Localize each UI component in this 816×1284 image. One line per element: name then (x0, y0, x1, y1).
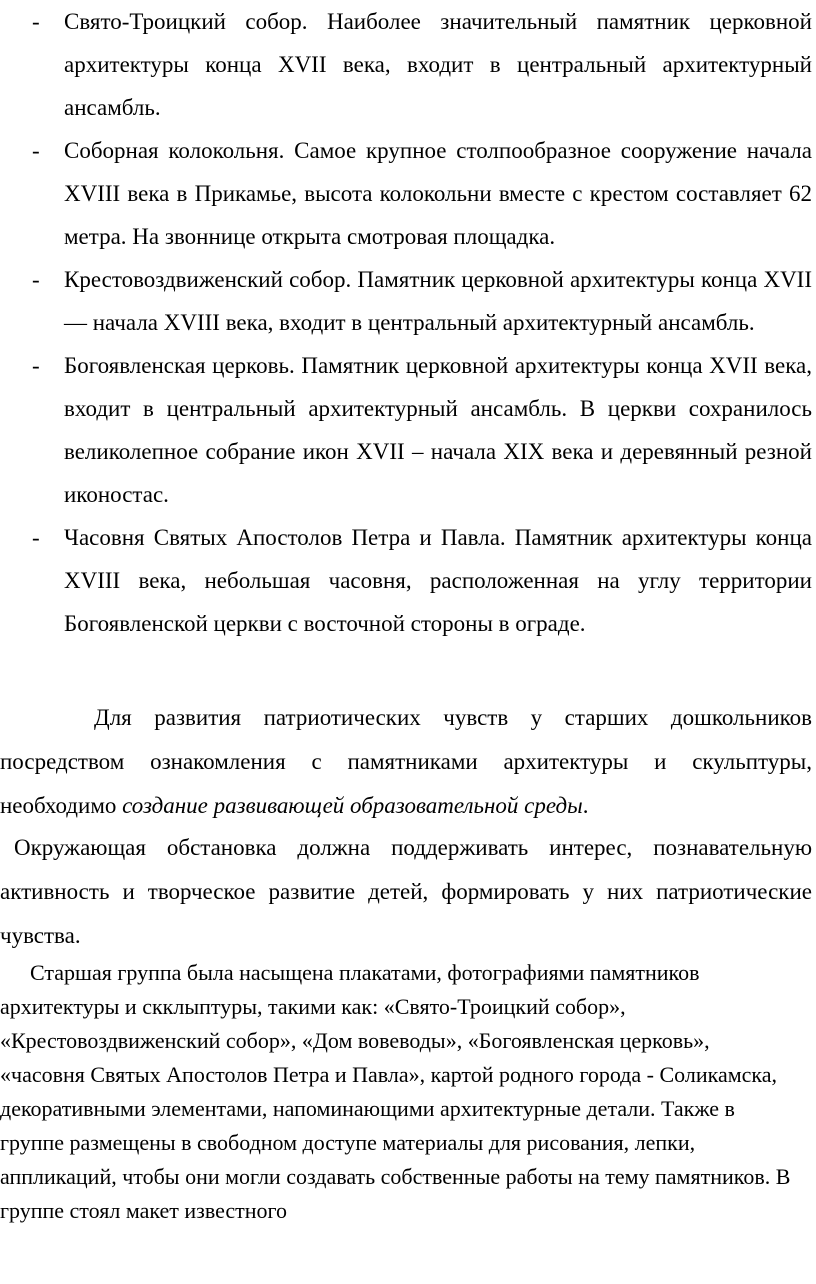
list-item (0, 0, 816, 129)
list-item-text: Часовня Святых Апостолов Петра и Павла. Памятник архитектуры конца XVIII века, небольшая часовня, расположенная на углу территории Богоявленской церкви с восточной стороны в ограде. (64, 525, 812, 636)
list-item-text: Богоявленская церковь. Памятник церковной архитектуры конца XVII века, входит в центральный архитектурный ансамбль. В церкви сохранилось великолепное собрание икон XVII – начала XIX века и деревянный резной иконостас. (64, 353, 812, 507)
list-dash: - (32, 525, 40, 550)
list-item (0, 344, 816, 516)
list-item-text: Соборная колокольня. Самое крупное столпообразное сооружение начала XVIII века в Прикамье, высота колокольни вместе с крестом составляет 62 метра. На звоннице открыта смотровая площадка. (64, 138, 812, 249)
paragraph-senior-group (0, 956, 800, 1228)
paragraph-text: Старшая группа была насыщена плакатами, фотографиями памятников архитектуры и скклыптуры, такими как: «Свято-Троицкий собор», «Крестовоздвиженский собор», «Дом вовеводы», «Богоявленская церковь», «часовня Святых Апостолов Петра и Павла», картой родного города - Соликамска, декоративными элементами, напоминающими архитектурные детали. Также в группе размещены в свободном доступе материалы для рисования, лепки, аппликаций, чтобы они могли создавать собственные работы на тему памятников. В группе стоял макет известного (0, 960, 791, 1223)
emphasized-text: создание развивающей образовательной среды (122, 793, 583, 818)
list-item (0, 516, 816, 645)
list-item (0, 258, 816, 344)
list-dash: - (32, 9, 40, 34)
list-item-text: Свято-Троицкий собор. Наиболее значительный памятник церковной архитектуры конца XVII века, входит в центральный архитектурный ансамбль. (64, 9, 812, 120)
list-dash: - (32, 353, 40, 378)
list-dash: - (32, 267, 40, 292)
paragraph-text: Для развития патриотических чувств у старших дошкольников посредством ознакомления с памятниками архитектуры и скульптуры, необходимо (0, 705, 812, 818)
list-dash: - (32, 138, 40, 163)
list-item (0, 129, 816, 258)
list-item-text: Крестовоздвиженский собор. Памятник церковной архитектуры конца XVII — начала XVIII века, входит в центральный архитектурный ансамбль. (64, 267, 812, 335)
paragraph-surroundings (0, 826, 812, 958)
paragraph-environment-intro (0, 696, 812, 828)
paragraph-text: Окружающая обстановка должна поддерживать интерес, познавательную активность и творческое развитие детей, формировать у них патриотические чувства. (0, 835, 812, 948)
paragraph-text: . (582, 793, 589, 818)
